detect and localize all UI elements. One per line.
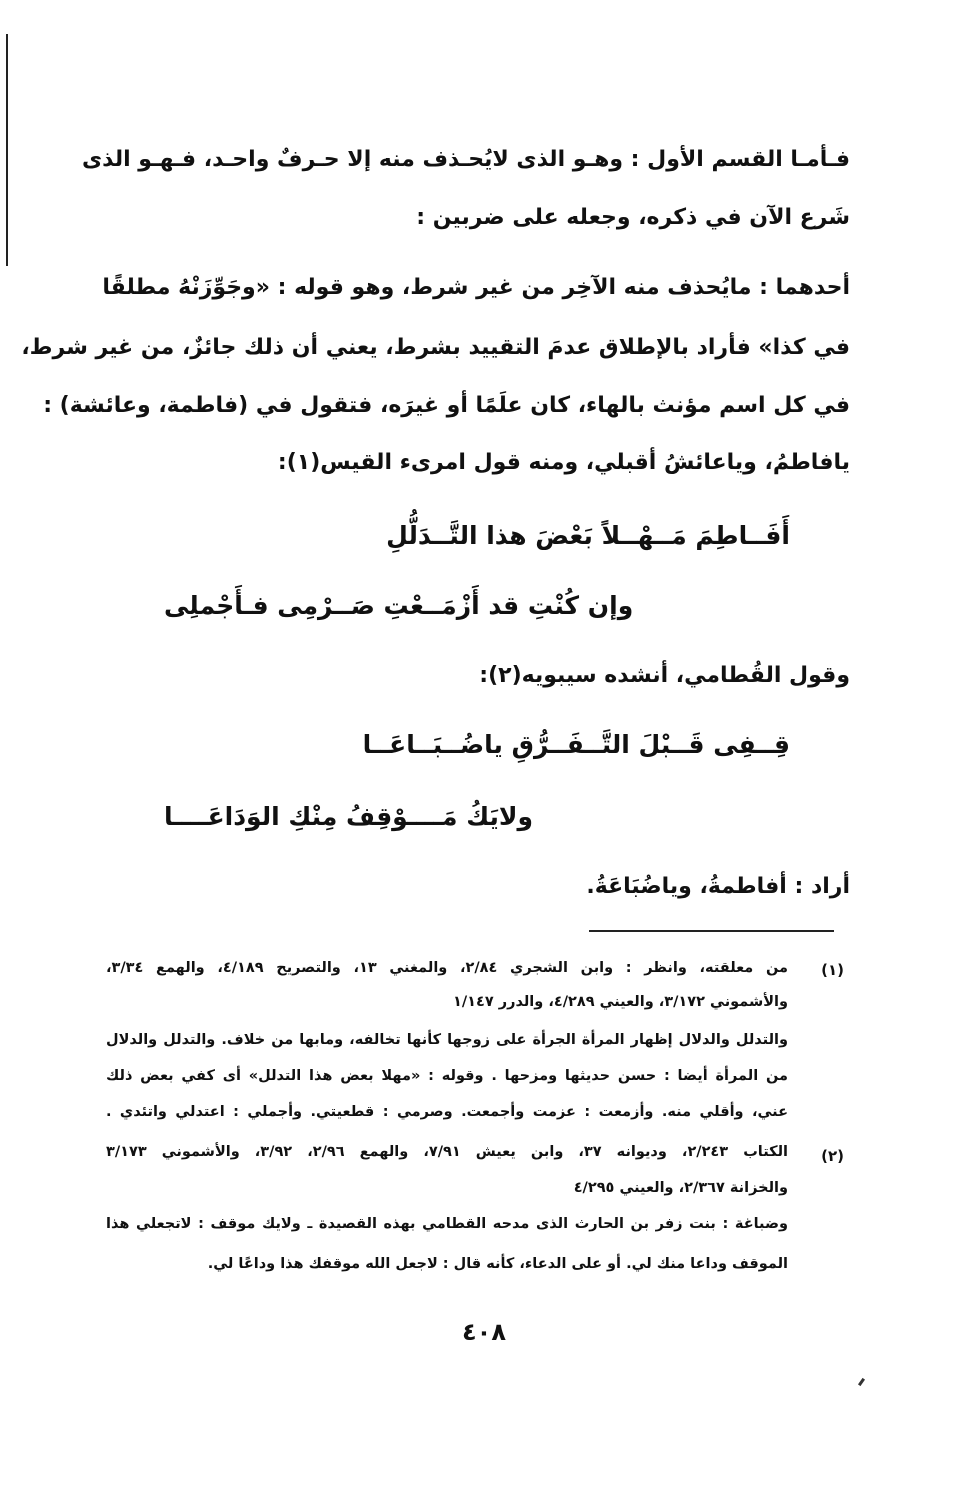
- margin-rule: [6, 34, 8, 266]
- footnote-1-number: (١): [821, 961, 844, 979]
- verse2-hemistich-2: ولايَكُ مَــــوْقِفُ مِنْكِ الوَدَاعَــــا: [164, 802, 534, 831]
- verse1-hemistich-2: وإن كُنْتِ قد أَزْمَــعْتِ صَــرْمِى فـأَجْملِى: [164, 591, 634, 620]
- footnote-2-number: (٢): [821, 1147, 844, 1165]
- body-line-3: أحدهما : مايُحذف منه الآخِر من غير شرط، وهو قوله : «وجَوِّزَنْهُ مطلقًا: [102, 275, 850, 300]
- body-line-2: شَرع الآن في ذكره، وجعله على ضربين :: [416, 205, 850, 230]
- footnote-2-line-3: وضباغة : بنت زفر بن الحارث الذى مدحه القطامي بهذه القصيدة ـ ولايك موقف : لاتجعلي هذا: [106, 1216, 788, 1232]
- footnote-2-line-1: الكتاب ٢/٢٤٣، وديوانه ٣٧، وابن يعيش ٧/٩١، والهمع ٢/٩٦، ٣/٩٢، والأشموني ٣/١٧٣: [106, 1144, 788, 1160]
- footnote-2-line-2: والخزانة ٢/٣٦٧، والعيني ٤/٢٩٥: [573, 1180, 788, 1196]
- footnote-separator: [589, 930, 834, 932]
- footnote-1-line-3: والتدلل والدلال إظهار المرأة الجرأة على زوجها كأنها تخالفه، ومابها من خلاف. والتدلل والدلال: [106, 1032, 788, 1048]
- footnote-1-line-1: من معلقته، وانظر : وابن الشجري ٢/٨٤، والمغني ١٣، والتصريح ٤/١٨٩، والهمع ٣/٣٤،: [106, 960, 788, 976]
- verse2-hemistich-1: قِــفِى قَــبْلَ التَّــفَــرُّقِ ياضُــبَــاعَــا: [362, 730, 790, 759]
- footnote-1-line-5: عني، وأقلي منه. وأزمعت : عزمت وأجمعت. وصرمي : قطعيتي. وأجملي : اعتدلي واتئدي .: [106, 1104, 788, 1120]
- body-line-4: في كذا» فأراد بالإطلاق عدمَ التقييد بشرط، يعني أن ذلك جائزٌ، من غير شرط،: [21, 335, 850, 360]
- page-number: ٤٠٨: [462, 1318, 506, 1346]
- footnote-2-line-4: الموقف وداعا منك لي. أو على الدعاء، كأنه قال : لاجعل الله موقفك هذا وداعًا لي.: [207, 1256, 788, 1272]
- footnote-1-line-4: من المرأة أيضا : حسن حديثها ومزحها . وقوله : «مهلا بعض هذا التدلل» أى كفي بعض ذلك: [106, 1068, 788, 1084]
- body-line-5: في كل اسم مؤنث بالهاء، كان علَمًا أو غيرَه، فتقول في (فاطمة، وعائشة) :: [43, 393, 850, 418]
- stray-mark: [858, 1378, 865, 1386]
- verse1-hemistich-1: أَفَــاطِمَ مَــهْــلاً بَعْضَ هذا التَّــدَلُّلِ: [386, 521, 790, 550]
- body-line-6: يافاطمُ، وياعائشُ أقبلي، ومنه قول امرىء القيس(١):: [277, 450, 850, 475]
- body-closing: أراد : أفاطمةُ، وياضُبَاعَةُ.: [586, 874, 850, 899]
- body-line-1: فـأمـا القسم الأول : وهـو الذى لايُحـذف منه إلا حـرفٌ واحـد، فـهـو الذى: [81, 147, 850, 172]
- body-intro-verse2: وقول القُطامي، أنشده سيبويه(٢):: [479, 663, 850, 688]
- footnote-1-line-2: والأشموني ٣/١٧٢، والعيني ٤/٢٨٩، والدرر ١/١٤٧: [453, 994, 788, 1010]
